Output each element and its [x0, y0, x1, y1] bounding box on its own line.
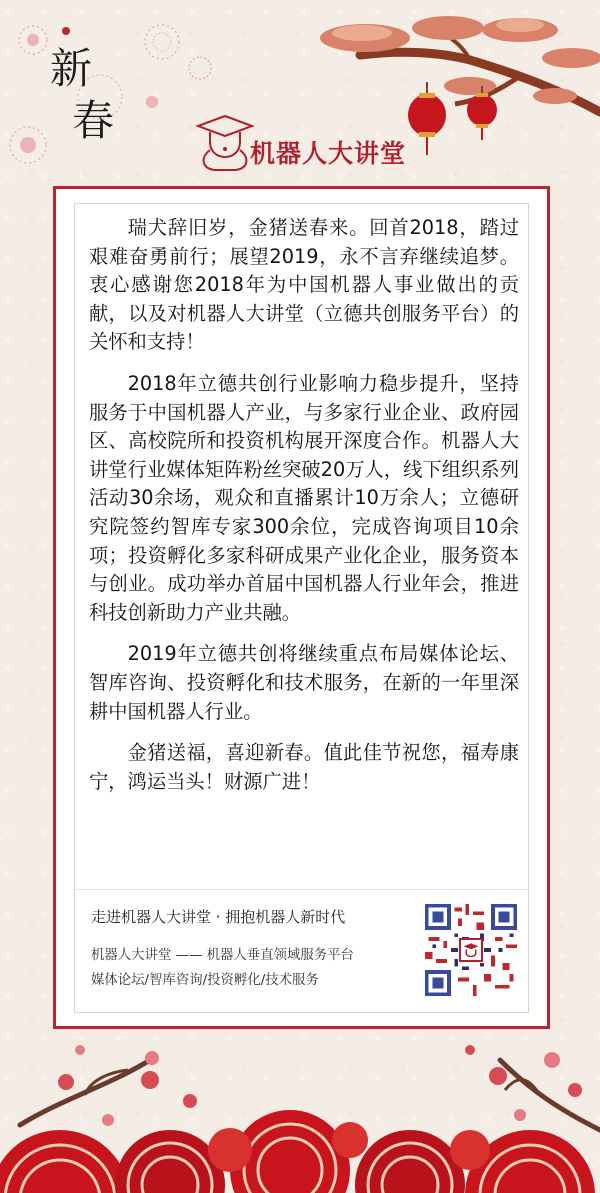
brand-title: 机器人大讲堂: [250, 139, 407, 168]
footer-services: 媒体论坛/智库咨询/投资孵化/技术服务: [91, 973, 319, 988]
letter-paragraph: 瑞犬辞旧岁，金猪送春来。回首2018，踏过艰难奋勇前行；展望2019，永不言弃继续追梦。衷心感谢您2018年为中国机器人事业做出的贡献，以及对机器人大讲堂（立德共创服务平台）的关怀和支持！: [89, 216, 519, 354]
footer-heading: 走进机器人大讲堂 · 拥抱机器人新时代: [91, 908, 346, 926]
lantern-icon: [408, 82, 446, 155]
plum-blossom-branch-icon: [465, 1045, 600, 1130]
letter-paragraph: 金猪送福，喜迎新春。值此佳节祝您，福寿康宁，鸿运当头！财源广进！: [89, 741, 519, 793]
plum-blossom-branch-icon: [20, 1045, 197, 1126]
corner-char-2: 春: [72, 96, 115, 145]
corner-char-1: 新: [50, 44, 93, 93]
letter-paragraph: 2019年立德共创将继续重点布局媒体论坛、智库咨询、投资孵化和技术服务，在新的一年里深耕中国机器人行业。: [89, 642, 519, 723]
qr-code-icon[interactable]: [425, 904, 517, 996]
auspicious-clouds-icon: [0, 1110, 595, 1193]
footer-divider: [75, 889, 528, 890]
robot-graduation-cap-icon: [198, 116, 252, 170]
letter-paragraph: 2018年立德共创行业影响力稳步提升，坚持服务于中国机器人产业，与多家行业企业、政府园区、高校院所和投资机构展开深度合作。机器人大讲堂行业媒体矩阵粉丝突破20万人，线下组织系列活动30余场，观众和直播累计10万余人；立德研究院签约智库专家300余位，完成咨询项目10余项；投资孵化多家科研成果产业化企业，服务资本与创业。成功举办首届中国机器人行业年会，推进科技创新助力产业共融。: [89, 371, 519, 624]
greeting-card-inner: [74, 203, 529, 1013]
footer-tagline: 机器人大讲堂 —— 机器人垂直领域服务平台: [91, 948, 354, 963]
greeting-letter: [89, 214, 519, 809]
greeting-card: [53, 186, 550, 1029]
blossom-branch-icon: [320, 16, 600, 112]
